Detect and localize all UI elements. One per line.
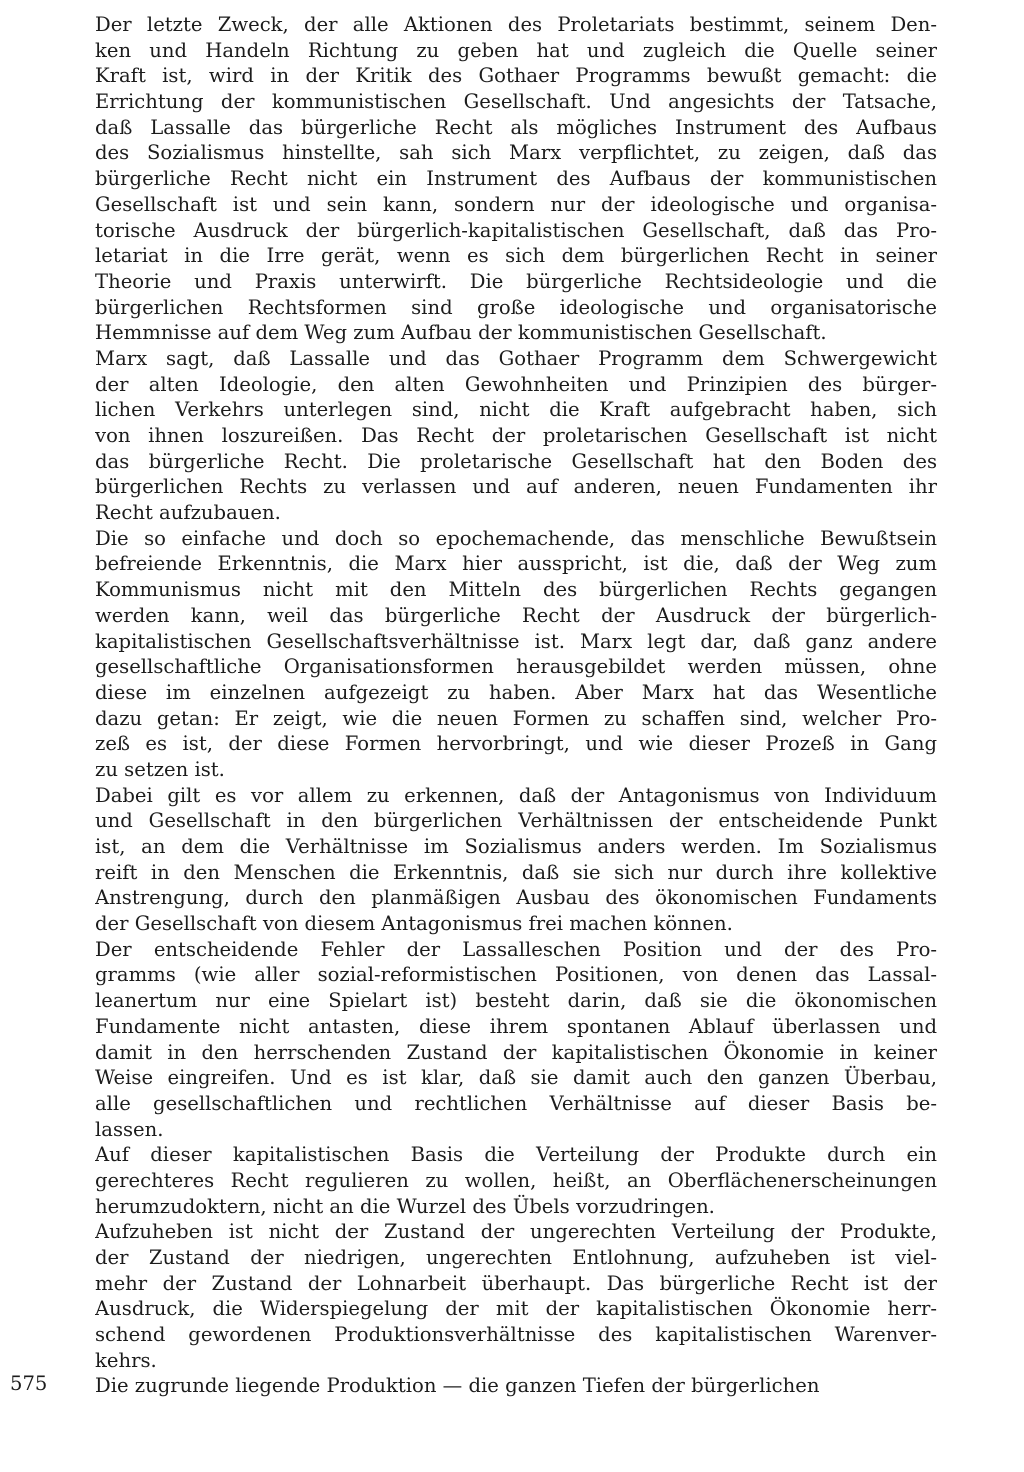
text-line: daß Lassalle das bürgerliche Recht als mögliches Instrument des Aufbaus [95, 115, 937, 139]
text-line: Dabei gilt es vor allem zu erkennen, daß der Antagonismus von Individuum [95, 783, 937, 807]
paragraph-text [95, 937, 937, 1143]
text-line: Die zugrunde liegende Produktion — die ganzen Tiefen der bürgerlichen [95, 1374, 820, 1398]
text-line: des Sozialismus hinstellte, sah sich Marx verpflichtet, zu zeigen, daß das [95, 141, 937, 165]
text-line: schend gewordenen Produktionsverhältnisse des kapitalistischen Warenver- [95, 1323, 937, 1347]
paragraph-text [95, 12, 937, 346]
text-line: der Zustand der niedrigen, ungerechten Entlohnung, aufzuheben ist viel- [95, 1246, 937, 1269]
paragraph [95, 346, 937, 526]
text-line: dazu getan: Er zeigt, wie die neuen Formen zu schaffen sind, welcher Pro- [95, 706, 937, 730]
text-line: Auf dieser kapitalistischen Basis die Verteilung der Produkte durch ein [95, 1143, 937, 1167]
text-line: Der entscheidende Fehler der Lassalleschen Position und der des Pro- [95, 937, 937, 961]
text-line: befreiende Erkenntnis, die Marx hier ausspricht, ist die, daß der Weg zum [95, 552, 937, 576]
paragraph [95, 1142, 937, 1219]
paragraph [95, 526, 937, 783]
text-line: gerechteres Recht regulieren zu wollen, heißt, an Oberflächenerscheinungen [95, 1168, 937, 1192]
text-line: Kommunismus nicht mit den Mitteln des bürgerlichen Rechts gegangen [95, 578, 937, 602]
paragraph-text [95, 346, 937, 526]
text-line: der Gesellschaft von diesem Antagonismus frei machen können. [95, 912, 733, 936]
text-line: von ihnen loszureißen. Das Recht der proletarischen Gesellschaft ist nicht [95, 424, 937, 447]
text-line: werden kann, weil das bürgerliche Recht der Ausdruck der bürgerlich- [95, 603, 937, 627]
text-line: Errichtung der kommunistischen Gesellschaft. Und angesichts der Tatsache, [95, 90, 937, 114]
paragraph-text [95, 1142, 937, 1219]
text-line: bürgerlichen Rechts zu verlassen und auf anderen, neuen Fundamenten ihr [95, 475, 937, 499]
text-line: zeß es ist, der diese Formen hervorbringt, und wie dieser Prozeß in Gang [95, 732, 937, 756]
paragraph [95, 783, 937, 937]
text-line: Marx sagt, daß Lassalle und das Gothaer Programm dem Schwergewicht [95, 346, 937, 370]
text-line: Fundamente nicht antasten, diese ihrem spontanen Ablauf überlassen und [95, 1014, 937, 1038]
text-line: bürgerlichen Rechtsformen sind große ideologische und organisatorische [95, 295, 937, 319]
paragraph-text [95, 1373, 937, 1399]
text-line: alle gesellschaftlichen und rechtlichen Verhältnisse auf dieser Basis be- [95, 1091, 937, 1115]
text-line: kehrs. [95, 1348, 157, 1372]
paragraph-text [95, 526, 937, 783]
text-line: und Gesellschaft in den bürgerlichen Verhältnissen der entscheidende Punkt [95, 809, 937, 833]
paragraph [95, 12, 937, 346]
text-line: letariat in die Irre gerät, wenn es sich dem bürgerlichen Recht in seiner [95, 244, 937, 268]
text-line: Anstrengung, durch den planmäßigen Ausbau des ökonomischen Fundaments [95, 886, 937, 910]
text-line: Aufzuheben ist nicht der Zustand der ungerechten Verteilung der Produkte, [95, 1220, 937, 1244]
text-line: damit in den herrschenden Zustand der kapitalistischen Ökonomie in keiner [95, 1040, 937, 1064]
text-line: Die so einfache und doch so epochemachende, das menschliche Bewußtsein [95, 526, 937, 550]
text-line: Der letzte Zweck, der alle Aktionen des Proletariats bestimmt, seinem Den- [95, 13, 937, 36]
text-line: lichen Verkehrs unterlegen sind, nicht die Kraft aufgebracht haben, sich [95, 398, 937, 422]
text-line: lassen. [95, 1117, 164, 1141]
text-line: torische Ausdruck der bürgerlich-kapitalistischen Gesellschaft, daß das Pro- [95, 218, 937, 242]
text-line: der alten Ideologie, den alten Gewohnheiten und Prinzipien des bürger- [95, 372, 937, 396]
text-line: Weise eingreifen. Und es ist klar, daß sie damit auch den ganzen Überbau, [95, 1066, 937, 1090]
paragraph [95, 937, 937, 1143]
text-line: mehr der Zustand der Lohnarbeit überhaupt. Das bürgerliche Recht ist der [95, 1271, 937, 1295]
paragraph [95, 1373, 937, 1399]
text-line: Recht aufzubauen. [95, 501, 281, 525]
paragraph-text [95, 783, 937, 937]
page-number: 575 [10, 1372, 48, 1395]
text-line: bürgerliche Recht nicht ein Instrument des Aufbaus der kommunistischen [95, 167, 937, 191]
text-line: reift in den Menschen die Erkenntnis, daß sie sich nur durch ihre kollektive [95, 860, 937, 884]
text-line: zu setzen ist. [95, 757, 225, 781]
text-line: gesellschaftliche Organisationsformen herausgebildet werden müssen, ohne [95, 655, 937, 679]
text-line: Ausdruck, die Widerspiegelung der mit der kapitalistischen Ökonomie herr- [95, 1297, 937, 1321]
text-line: Hemmnisse auf dem Weg zum Aufbau der kommunistischen Gesellschaft. [95, 321, 827, 345]
text-line: Theorie und Praxis unterwirft. Die bürgerliche Rechtsideologie und die [95, 269, 937, 293]
text-line: leanertum nur eine Spielart ist) besteht darin, daß sie die ökonomischen [95, 989, 937, 1013]
text-line: ist, an dem die Verhältnisse im Sozialismus anders werden. Im Sozialismus [95, 835, 937, 858]
text-line: das bürgerliche Recht. Die proletarische Gesellschaft hat den Boden des [95, 449, 937, 473]
text-line: diese im einzelnen aufgezeigt zu haben. Aber Marx hat das Wesentliche [95, 680, 937, 704]
text-line: Kraft ist, wird in der Kritik des Gothaer Programms bewußt gemacht: die [95, 64, 937, 88]
text-line: gramms (wie aller sozial-reformistischen Positionen, von denen das Lassal- [95, 963, 937, 987]
text-line: kapitalistischen Gesellschaftsverhältnisse ist. Marx legt dar, daß ganz andere [95, 629, 937, 653]
text-line: herumzudoktern, nicht an die Wurzel des Übels vorzudringen. [95, 1194, 715, 1218]
paragraph [95, 1219, 937, 1373]
text-line: Gesellschaft ist und sein kann, sondern nur der ideologische und organisa- [95, 192, 937, 216]
body-text [95, 12, 937, 1399]
paragraph-text [95, 1219, 937, 1373]
text-line: ken und Handeln Richtung zu geben hat und zugleich die Quelle seiner [95, 38, 937, 62]
